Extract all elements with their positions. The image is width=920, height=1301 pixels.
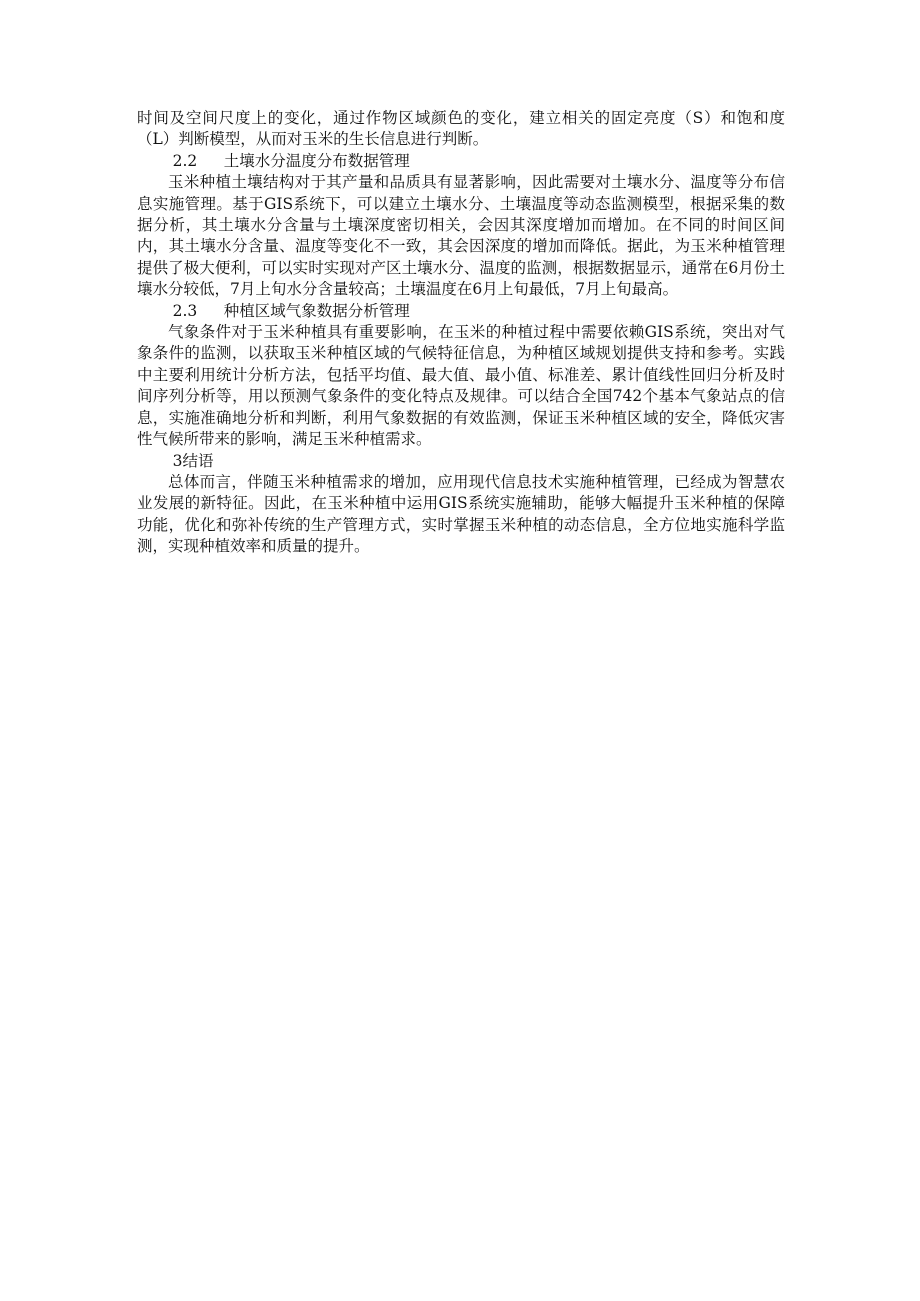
section-2-2-paragraph: 玉米种植土壤结构对于其产量和品质具有显著影响，因此需要对土壤水分、温度等分布信息实施管理。基于GIS系统下，可以建立土壤水分、土壤温度等动态监测模型，根据采集的数据分析，其土壤水分含量与土壤深度密切相关，会因其深度增加而增加。在不同的时间区间内，其土壤水分含量、温度等变化不一致，其会因深度的增加而降低。据此，为玉米种植管理提供了极大便利，可以实时实现对产区土壤水分、温度的监测，根据数据显示，通常在6月份土壤水分较低，7月上旬水分含量较高；土壤温度在6月上旬最低，7月上旬最高。 bbox=[137, 173, 785, 299]
section-heading-2-3 bbox=[137, 301, 785, 322]
continued-paragraph: 时间及空间尺度上的变化，通过作物区域颜色的变化，建立相关的固定亮度（S）和饱和度（L）判断模型，从而对玉米的生长信息进行判断。 bbox=[137, 109, 785, 149]
section-number: 2.2 bbox=[172, 151, 198, 170]
section-title: 种植区域气象数据分析管理 bbox=[223, 301, 410, 320]
section-2-3-paragraph: 气象条件对于玉米种植具有重要影响，在玉米的种植过程中需要依赖GIS系统，突出对气象条件的监测，以获取玉米种植区域的气候特征信息，为种植区域规划提供支持和参考。实践中主要利用统计分析方法，包括平均值、最大值、最小值、标准差、累计值线性回归分析及时间序列分析等，用以预测气象条件的变化特点及规律。可以结合全国742个基本气象站点的信息，实施准确地分析和判断，利用气象数据的有效监测，保证玉米种植区域的安全，降低灾害性气候所带来的影响，满足玉米种植需求。 bbox=[137, 323, 785, 449]
section-heading-2-2 bbox=[137, 151, 785, 172]
section-number: 2.3 bbox=[172, 301, 198, 320]
section-heading-3 bbox=[137, 451, 785, 472]
document-body bbox=[137, 108, 785, 558]
section-title: 3结语 bbox=[172, 451, 214, 470]
section-title: 土壤水分温度分布数据管理 bbox=[223, 151, 410, 170]
section-3-paragraph: 总体而言，伴随玉米种植需求的增加，应用现代信息技术实施种植管理，已经成为智慧农业发展的新特征。因此，在玉米种植中运用GIS系统实施辅助，能够大幅提升玉米种植的保障功能，优化和弥补传统的生产管理方式，实时掌握玉米种植的动态信息，全方位地实施科学监测，实现种植效率和质量的提升。 bbox=[137, 472, 785, 556]
